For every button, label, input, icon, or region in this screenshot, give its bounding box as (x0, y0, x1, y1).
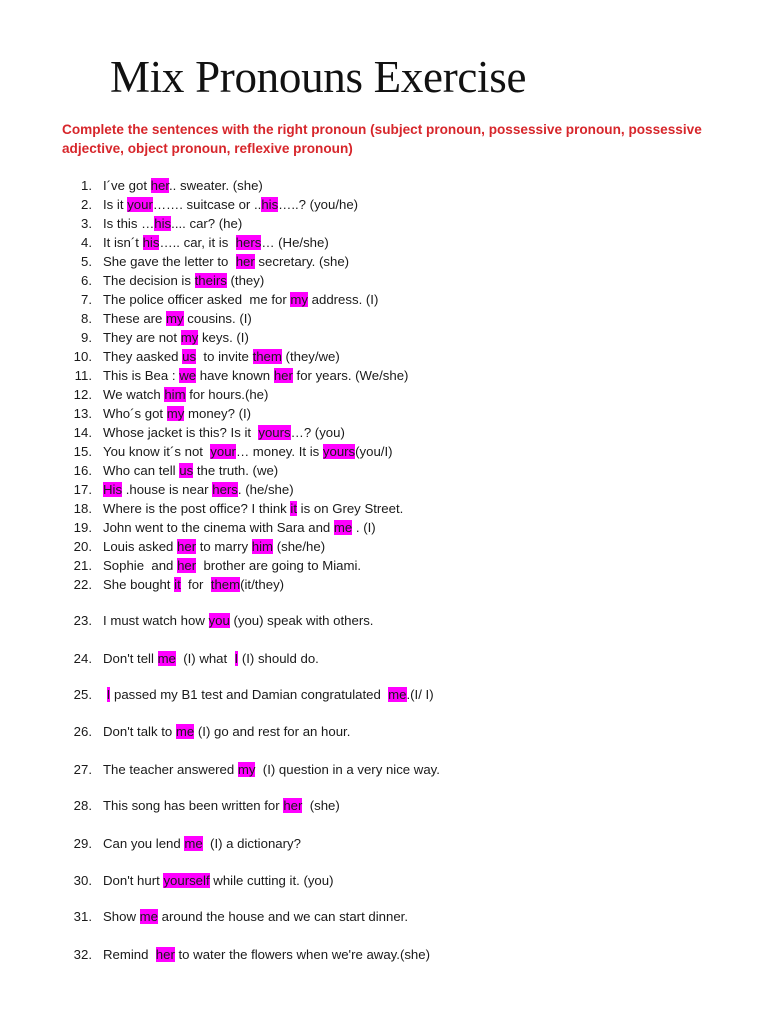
item-number: 1. (81, 178, 92, 193)
item-number: 15. (73, 444, 92, 459)
sentence-text: She bought (103, 577, 175, 592)
answer-highlight: yours (322, 444, 356, 459)
item-number: 25. (73, 687, 92, 702)
item-sentence (103, 871, 334, 890)
sentence-text: Don't tell (103, 651, 158, 666)
item-number: 30. (73, 873, 92, 888)
sentence-text: . (I) (352, 520, 376, 535)
sentence-text: money? (I) (184, 406, 252, 421)
sentence-text: to invite (196, 349, 253, 364)
sentence-text: for hours.(he) (185, 387, 269, 402)
exercise-item (0, 722, 760, 741)
sentence-text: (you) speak with others. (229, 613, 374, 628)
sentence-text: the truth. (we) (193, 463, 279, 478)
answer-highlight: us (182, 349, 197, 364)
exercise-item (0, 871, 760, 890)
answer-highlight: her (177, 539, 197, 554)
answer-highlight: them (252, 349, 282, 364)
exercise-item (0, 499, 760, 518)
exercise-item (0, 685, 760, 704)
sentence-text: …? (you) (290, 425, 345, 440)
item-number: 14. (73, 425, 92, 440)
answer-highlight: me (184, 836, 203, 851)
sentence-text: You know it´s not (103, 444, 211, 459)
answer-highlight: her (177, 558, 197, 573)
exercise-item (0, 195, 760, 214)
sentence-text: address. (I) (308, 292, 379, 307)
item-sentence (103, 499, 403, 518)
sentence-text: Who can tell (103, 463, 180, 478)
exercise-item (0, 328, 760, 347)
sentence-text: while cutting it. (you) (209, 873, 334, 888)
answer-highlight: theirs (194, 273, 227, 288)
exercise-item (0, 290, 760, 309)
answer-highlight: it (174, 577, 181, 592)
sentence-text: (I) should do. (238, 651, 319, 666)
exercise-item (0, 480, 760, 499)
exercise-item (0, 649, 760, 668)
sentence-text: Is it (103, 197, 128, 212)
item-sentence (103, 442, 393, 461)
sentence-text: This is Bea : (103, 368, 180, 383)
sentence-text: (they/we) (281, 349, 340, 364)
sentence-text: Is this … (103, 216, 155, 231)
item-sentence (103, 760, 440, 779)
item-sentence (103, 611, 373, 630)
sentence-text: (it/they) (240, 577, 285, 592)
item-sentence (103, 252, 349, 271)
item-sentence (103, 385, 268, 404)
sentence-text: The decision is (103, 273, 195, 288)
sentence-text: is on Grey Street. (297, 501, 404, 516)
answer-highlight: we (179, 368, 197, 383)
sentence-text: for years. (We/she) (292, 368, 409, 383)
item-sentence (103, 518, 376, 537)
exercise-item (0, 233, 760, 252)
item-number: 12. (73, 387, 92, 402)
answer-highlight: her (155, 947, 175, 962)
sentence-text: (I) question in a very nice way. (255, 762, 440, 777)
sentence-text: to marry (196, 539, 252, 554)
exercise-item (0, 423, 760, 442)
answer-highlight: hers (212, 482, 238, 497)
item-number: 5. (81, 254, 92, 269)
item-number: 4. (81, 235, 92, 250)
answer-highlight: yourself (163, 873, 210, 888)
item-number: 21. (73, 558, 92, 573)
item-number: 13. (73, 406, 92, 421)
item-sentence (103, 907, 408, 926)
answer-highlight: her (150, 178, 169, 193)
answer-highlight: your (127, 197, 153, 212)
sentence-text: …..? (you/he) (278, 197, 359, 212)
answer-highlight: his (154, 216, 172, 231)
exercise-item (0, 907, 760, 926)
item-sentence (103, 685, 434, 704)
item-sentence (103, 945, 430, 964)
answer-highlight: my (166, 311, 184, 326)
item-sentence (103, 423, 345, 442)
item-sentence (103, 649, 319, 668)
sentence-text: Where is the post office? I think (103, 501, 291, 516)
answer-highlight: her (235, 254, 255, 269)
exercise-item (0, 176, 760, 195)
sentence-text: The teacher answered (103, 762, 238, 777)
answer-highlight: your (210, 444, 236, 459)
item-number: 9. (81, 330, 92, 345)
answer-highlight: my (180, 330, 199, 345)
exercise-item (0, 575, 760, 594)
item-sentence (103, 537, 325, 556)
answer-highlight: his (261, 197, 279, 212)
sentence-text: I must watch how (103, 613, 209, 628)
sentence-text: to water the flowers when we're away.(she) (174, 947, 430, 962)
answer-highlight: me (139, 909, 158, 924)
sentence-text: ……. suitcase or .. (152, 197, 262, 212)
answer-highlight: his (142, 235, 160, 250)
sentence-text: The police officer asked me for (103, 292, 291, 307)
answer-highlight: yours (258, 425, 291, 440)
answer-highlight: me (333, 520, 353, 535)
item-number: 23. (73, 613, 92, 628)
item-sentence (103, 461, 278, 480)
sentence-text: .. sweater. (she) (169, 178, 263, 193)
exercise-item (0, 611, 760, 630)
sentence-text: … money. It is (235, 444, 323, 459)
sentence-text: We watch (103, 387, 165, 402)
answer-highlight: my (166, 406, 185, 421)
sentence-text: cousins. (I) (183, 311, 252, 326)
exercise-item (0, 271, 760, 290)
sentence-text: Who´s got (103, 406, 167, 421)
answer-highlight: my (237, 762, 256, 777)
answer-highlight: me (157, 651, 176, 666)
exercise-item (0, 366, 760, 385)
sentence-text: secretary. (she) (254, 254, 350, 269)
sentence-text: Remind (103, 947, 156, 962)
page-title: Mix Pronouns Exercise (110, 52, 527, 102)
item-number: 26. (73, 724, 92, 739)
item-sentence (103, 271, 264, 290)
item-sentence (103, 834, 301, 853)
item-number: 31. (73, 909, 92, 924)
sentence-text: Whose jacket is this? Is it (103, 425, 259, 440)
item-number: 19. (73, 520, 92, 535)
exercise-item (0, 834, 760, 853)
answer-highlight: her (273, 368, 293, 383)
answer-highlight: them (210, 577, 241, 592)
sentence-text: These are (103, 311, 167, 326)
item-number: 22. (73, 577, 92, 592)
answer-highlight: him (251, 539, 274, 554)
item-number: 28. (73, 798, 92, 813)
answer-highlight: my (290, 292, 308, 307)
sentence-text: .... car? (he) (171, 216, 243, 231)
item-number: 10. (73, 349, 92, 364)
answer-highlight: her (283, 798, 303, 813)
exercise-item (0, 461, 760, 480)
answer-highlight: you (208, 613, 230, 628)
item-sentence (103, 309, 252, 328)
answer-highlight: me (175, 724, 195, 739)
exercise-item (0, 796, 760, 815)
item-number: 18. (73, 501, 92, 516)
sentence-text: (she) (302, 798, 340, 813)
item-number: 2. (81, 197, 92, 212)
sentence-text: … (He/she) (261, 235, 329, 250)
item-number: 6. (81, 273, 92, 288)
answer-highlight: I (106, 687, 111, 702)
sentence-text: passed my B1 test and Damian congratulated (110, 687, 389, 702)
item-number: 27. (73, 762, 92, 777)
answer-highlight: I (234, 651, 239, 666)
exercise-item (0, 309, 760, 328)
sentence-text: I´ve got (103, 178, 151, 193)
sentence-text: keys. (I) (198, 330, 249, 345)
item-sentence (103, 796, 340, 815)
sentence-text: (she/he) (273, 539, 326, 554)
item-number: 3. (81, 216, 92, 231)
item-number: 7. (81, 292, 92, 307)
item-number: 24. (73, 651, 92, 666)
item-sentence (103, 214, 242, 233)
item-sentence (103, 480, 294, 499)
exercise-item (0, 945, 760, 964)
answer-highlight: him (164, 387, 186, 402)
sentence-text: .house is near (122, 482, 213, 497)
item-number: 16. (73, 463, 92, 478)
sentence-text: (you/I) (355, 444, 393, 459)
sentence-text: around the house and we can start dinner. (157, 909, 408, 924)
sentence-text: Show (103, 909, 140, 924)
item-number: 8. (81, 311, 92, 326)
sentence-text: Can you lend (103, 836, 185, 851)
item-sentence (103, 722, 350, 741)
item-sentence (103, 404, 251, 423)
sentence-text: This song has been written for (103, 798, 284, 813)
sentence-text: Sophie and (103, 558, 178, 573)
exercise-item (0, 556, 760, 575)
sentence-text: (I) what (175, 651, 235, 666)
item-number: 17. (73, 482, 92, 497)
sentence-text: for (180, 577, 211, 592)
exercise-item (0, 537, 760, 556)
item-number: 32. (73, 947, 92, 962)
sentence-text: . (he/she) (237, 482, 294, 497)
item-number: 11. (74, 368, 92, 383)
sentence-text: .(I/ I) (406, 687, 434, 702)
exercise-item (0, 518, 760, 537)
sentence-text: Louis asked (103, 539, 178, 554)
item-sentence (103, 556, 361, 575)
answer-highlight: it (290, 501, 298, 516)
sentence-text: They aasked (103, 349, 183, 364)
sentence-text: John went to the cinema with Sara and (103, 520, 334, 535)
item-sentence (103, 366, 408, 385)
sentence-text: have known (196, 368, 274, 383)
sentence-text: They are not (103, 330, 181, 345)
exercise-item (0, 385, 760, 404)
sentence-text: brother are going to Miami. (196, 558, 362, 573)
sentence-text: (they) (226, 273, 265, 288)
answer-highlight: hers (235, 235, 262, 250)
item-number: 20. (73, 539, 92, 554)
sentence-text: Don't talk to (103, 724, 176, 739)
sentence-text: She gave the letter to (103, 254, 236, 269)
sentence-text: Don't hurt (103, 873, 164, 888)
exercise-item (0, 760, 760, 779)
answer-highlight: us (179, 463, 194, 478)
item-sentence (103, 575, 284, 594)
answer-highlight: me (388, 687, 407, 702)
item-sentence (103, 195, 358, 214)
instructions-text: Complete the sentences with the right pronoun (subject pronoun, possessive pronoun, possessive adjective, object pronoun, reflexive pronoun) (62, 122, 702, 156)
exercise-item (0, 252, 760, 271)
exercise-item (0, 347, 760, 366)
sentence-text: ….. car, it is (159, 235, 236, 250)
item-sentence (103, 347, 340, 366)
exercise-item (0, 442, 760, 461)
exercise-item (0, 214, 760, 233)
item-sentence (103, 328, 249, 347)
item-sentence (103, 290, 378, 309)
sentence-text: (I) a dictionary? (202, 836, 301, 851)
item-sentence (103, 176, 263, 195)
exercise-item (0, 404, 760, 423)
sentence-text: (I) go and rest for an hour. (194, 724, 351, 739)
answer-highlight: His (103, 482, 123, 497)
item-sentence (103, 233, 329, 252)
item-number: 29. (73, 836, 92, 851)
sentence-text: It isn´t (103, 235, 143, 250)
